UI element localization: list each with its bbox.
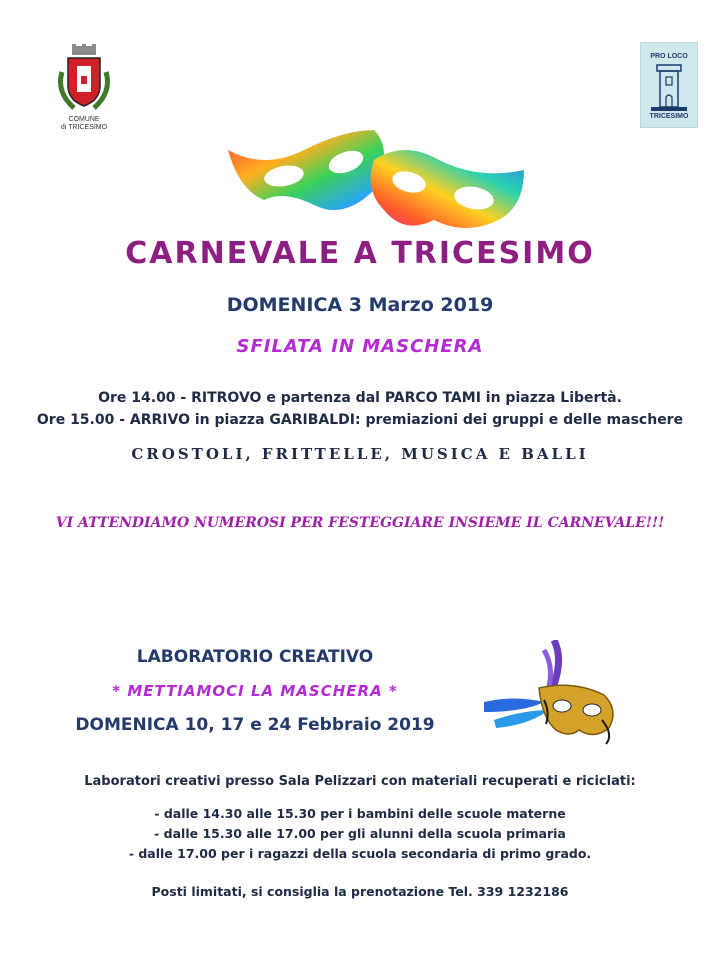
- schedule-line: Ore 14.00 - RITROVO e partenza dal PARCO TAMI in piazza Libertà.: [98, 390, 622, 406]
- comune-logo: [48, 42, 120, 134]
- venetian-mask-illustration: [484, 640, 634, 748]
- invitation-line: VI ATTENDIAMO NUMEROSI PER FESTEGGIARE INSIEME IL CARNEVALE!!!: [55, 515, 665, 531]
- food-line: CROSTOLI, FRITTELLE, MUSICA E BALLI: [131, 445, 589, 463]
- workshop-dates: DOMENICA 10, 17 e 24 Febbraio 2019: [75, 715, 435, 735]
- logo-caption: di TRICESIMO: [60, 124, 108, 131]
- workshop-intro: Laboratori creativi presso Sala Pelizzari con materiali recuperati e riciclati:: [84, 774, 636, 789]
- carnival-masks-illustration: [224, 110, 534, 250]
- schedule-line: Ore 15.00 - ARRIVO in piazza GARIBALDI: premiazioni dei gruppi e delle maschere: [36, 412, 684, 428]
- logo-caption: TRICESIMO: [649, 113, 689, 120]
- workshop-item: - dalle 14.30 alle 15.30 per i bambini delle scuole materne: [154, 806, 566, 821]
- pro-loco-logo: [640, 42, 698, 128]
- logo-caption: COMUNE: [68, 116, 100, 123]
- logo-caption: PRO LOCO: [650, 53, 688, 60]
- booking-info: Posti limitati, si consiglia la prenotazione Tel. 339 1232186: [151, 884, 569, 899]
- event-subtitle: SFILATA IN MASCHERA: [236, 336, 484, 357]
- workshop-item: - dalle 15.30 alle 17.00 per gli alunni della scuola primaria: [154, 826, 566, 841]
- workshop-item: - dalle 17.00 per i ragazzi della scuola secondaria di primo grado.: [128, 846, 592, 861]
- workshop-title: LABORATORIO CREATIVO: [136, 647, 374, 667]
- pro-loco-tower-icon: [641, 63, 697, 113]
- event-date: DOMENICA 3 Marzo 2019: [226, 294, 494, 316]
- event-title: CARNEVALE A TRICESIMO: [125, 236, 595, 271]
- municipal-coat-of-arms-icon: [48, 42, 120, 114]
- workshop-name: * METTIAMOCI LA MASCHERA *: [112, 682, 398, 700]
